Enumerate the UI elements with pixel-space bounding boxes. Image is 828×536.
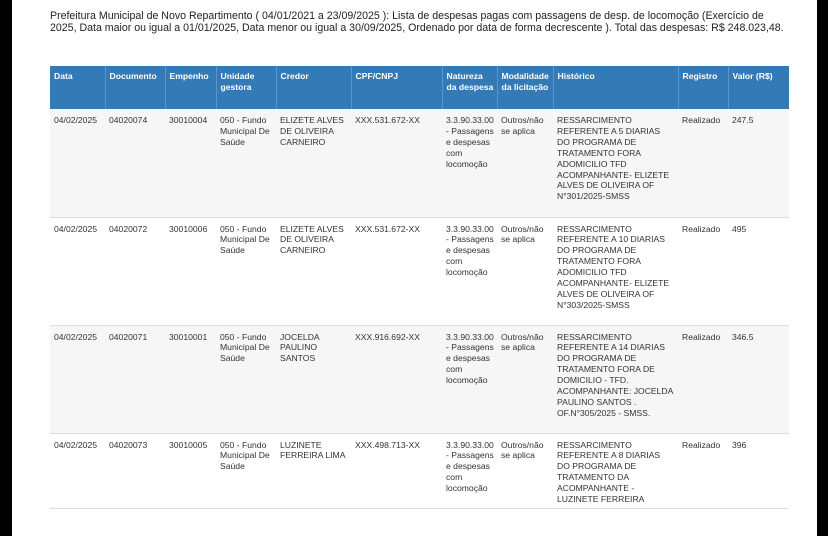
table-row	[50, 217, 789, 325]
cell-unidade-gestora: 050 - Fundo Municipal De Saúde	[220, 223, 270, 256]
cell-data: 04/02/2025	[54, 223, 98, 234]
cell-cpf-cnpj: XXX.916.692-XX	[355, 331, 420, 342]
column-header-valor[interactable]: Valor (R$)	[728, 66, 789, 109]
cell-cpf-cnpj: XXX.498.713-XX	[355, 439, 420, 450]
cell-valor: 247.5	[732, 115, 754, 125]
cell-modalidade: Outros/não se aplica	[501, 331, 544, 353]
report-title: Prefeitura Municipal de Novo Repartimento ( 04/01/2021 a 23/09/2025 ): Lista de despesas pagas com passagens de desp. de locomoção (Exercício de 2025, Data maior ou igual a 01/01/2025, Data menor ou igual a 30/09/2025, Ordenado por data de forma decrescente ). Total das despesas: R$ 248.023,48.	[50, 10, 784, 34]
cell-natureza: 3.3.90.33.00 - Passagens e despesas com locomoção	[446, 223, 494, 278]
cell-modalidade: Outros/não se aplica	[501, 223, 544, 245]
cell-historico: RESSARCIMENTO REFERENTE A 5 DIARIAS DO PROGRAMA DE TRATAMENTO FORA ADOMICILIO TFD ACOMPANHANTE- ELIZETE ALVES DE OLIVEIRA OF N°301/2025-SMSS	[557, 115, 670, 202]
cell-credor: ELIZETE ALVES DE OLIVEIRA CARNEIRO	[280, 223, 344, 256]
cell-natureza: 3.3.90.33.00 - Passagens e despesas com locomoção	[446, 331, 494, 386]
cell-historico: RESSARCIMENTO REFERENTE A 8 DIARIAS DO PROGRAMA DE TRATAMENTO DA ACOMPANHANTE -LUZINETE FERREIRA	[557, 439, 661, 505]
cell-registro: Realizado	[682, 439, 721, 450]
cell-valor: 346.5	[732, 331, 754, 342]
column-header-unidade-gestora[interactable]: Unidade gestora	[216, 66, 276, 109]
cell-cpf-cnpj: XXX.531.672-XX	[355, 115, 420, 125]
cell-documento: 04020073	[109, 439, 148, 450]
cell-valor: 396	[732, 439, 747, 450]
cell-natureza: 3.3.90.33.00 - Passagens e despesas com locomoção	[446, 439, 494, 494]
table-header-row	[50, 66, 789, 109]
cell-unidade-gestora: 050 - Fundo Municipal De Saúde	[220, 331, 270, 364]
table-row	[50, 325, 789, 433]
column-header-documento[interactable]: Documento	[105, 66, 165, 109]
cell-registro: Realizado	[682, 331, 721, 342]
cell-historico: RESSARCIMENTO REFERENTE A 10 DIARIAS DO PROGRAMA DE TRATAMENTO FORA ADOMICILIO TFD ACOMPANHANTE- ELIZETE ALVES DE OLIVEIRA OF N°303/2025-SMSS	[557, 223, 670, 310]
cell-historico: RESSARCIMENTO REFERENTE A 14 DIARIAS DO PROGRAMA DE TRATAMENTO FORA DE DOMICILIO - TFD. ACOMPANHANTE: JOCELDA PAULINO SANTOS . OF.N°305/2025 - SMSS.	[557, 331, 673, 418]
column-header-credor[interactable]: Credor	[276, 66, 351, 109]
cell-empenho: 30010005	[169, 439, 208, 450]
cell-credor: LUZINETE FERREIRA LIMA	[280, 439, 346, 461]
column-header-data[interactable]: Data	[50, 66, 105, 109]
cell-credor: ELIZETE ALVES DE OLIVEIRA CARNEIRO	[280, 115, 344, 147]
expenses-table	[50, 66, 789, 509]
cell-data: 04/02/2025	[54, 331, 98, 342]
cell-data: 04/02/2025	[54, 439, 98, 450]
cell-data: 04/02/2025	[54, 115, 98, 125]
report-page	[12, 0, 817, 536]
cell-registro: Realizado	[682, 115, 721, 125]
cell-unidade-gestora: 050 - Fundo Municipal De Saúde	[220, 115, 270, 147]
column-header-modalidade[interactable]: Modalidade da licitação	[497, 66, 553, 109]
cell-modalidade: Outros/não se aplica	[501, 115, 544, 136]
cell-cpf-cnpj: XXX.531.672-XX	[355, 223, 420, 234]
cell-unidade-gestora: 050 - Fundo Municipal De Saúde	[220, 439, 270, 472]
column-header-cpf-cnpj[interactable]: CPF/CNPJ	[351, 66, 442, 109]
cell-modalidade: Outros/não se aplica	[501, 439, 544, 461]
cell-valor: 495	[732, 223, 747, 234]
cell-natureza: 3.3.90.33.00 - Passagens e despesas com locomoção	[446, 115, 494, 169]
column-header-registro[interactable]: Registro	[678, 66, 728, 109]
column-header-natureza[interactable]: Natureza da despesa	[442, 66, 497, 109]
cell-empenho: 30010006	[169, 223, 208, 234]
table-row	[50, 109, 789, 217]
cell-documento: 04020072	[109, 223, 148, 234]
cell-empenho: 30010001	[169, 331, 208, 342]
cell-empenho: 30010004	[169, 115, 208, 125]
cell-documento: 04020071	[109, 331, 148, 342]
column-header-empenho[interactable]: Empenho	[165, 66, 216, 109]
column-header-historico[interactable]: Histórico	[553, 66, 678, 109]
cell-credor: JOCELDA PAULINO SANTOS	[280, 331, 320, 364]
cell-registro: Realizado	[682, 223, 721, 234]
cell-documento: 04020074	[109, 115, 148, 125]
table-row	[50, 433, 789, 508]
